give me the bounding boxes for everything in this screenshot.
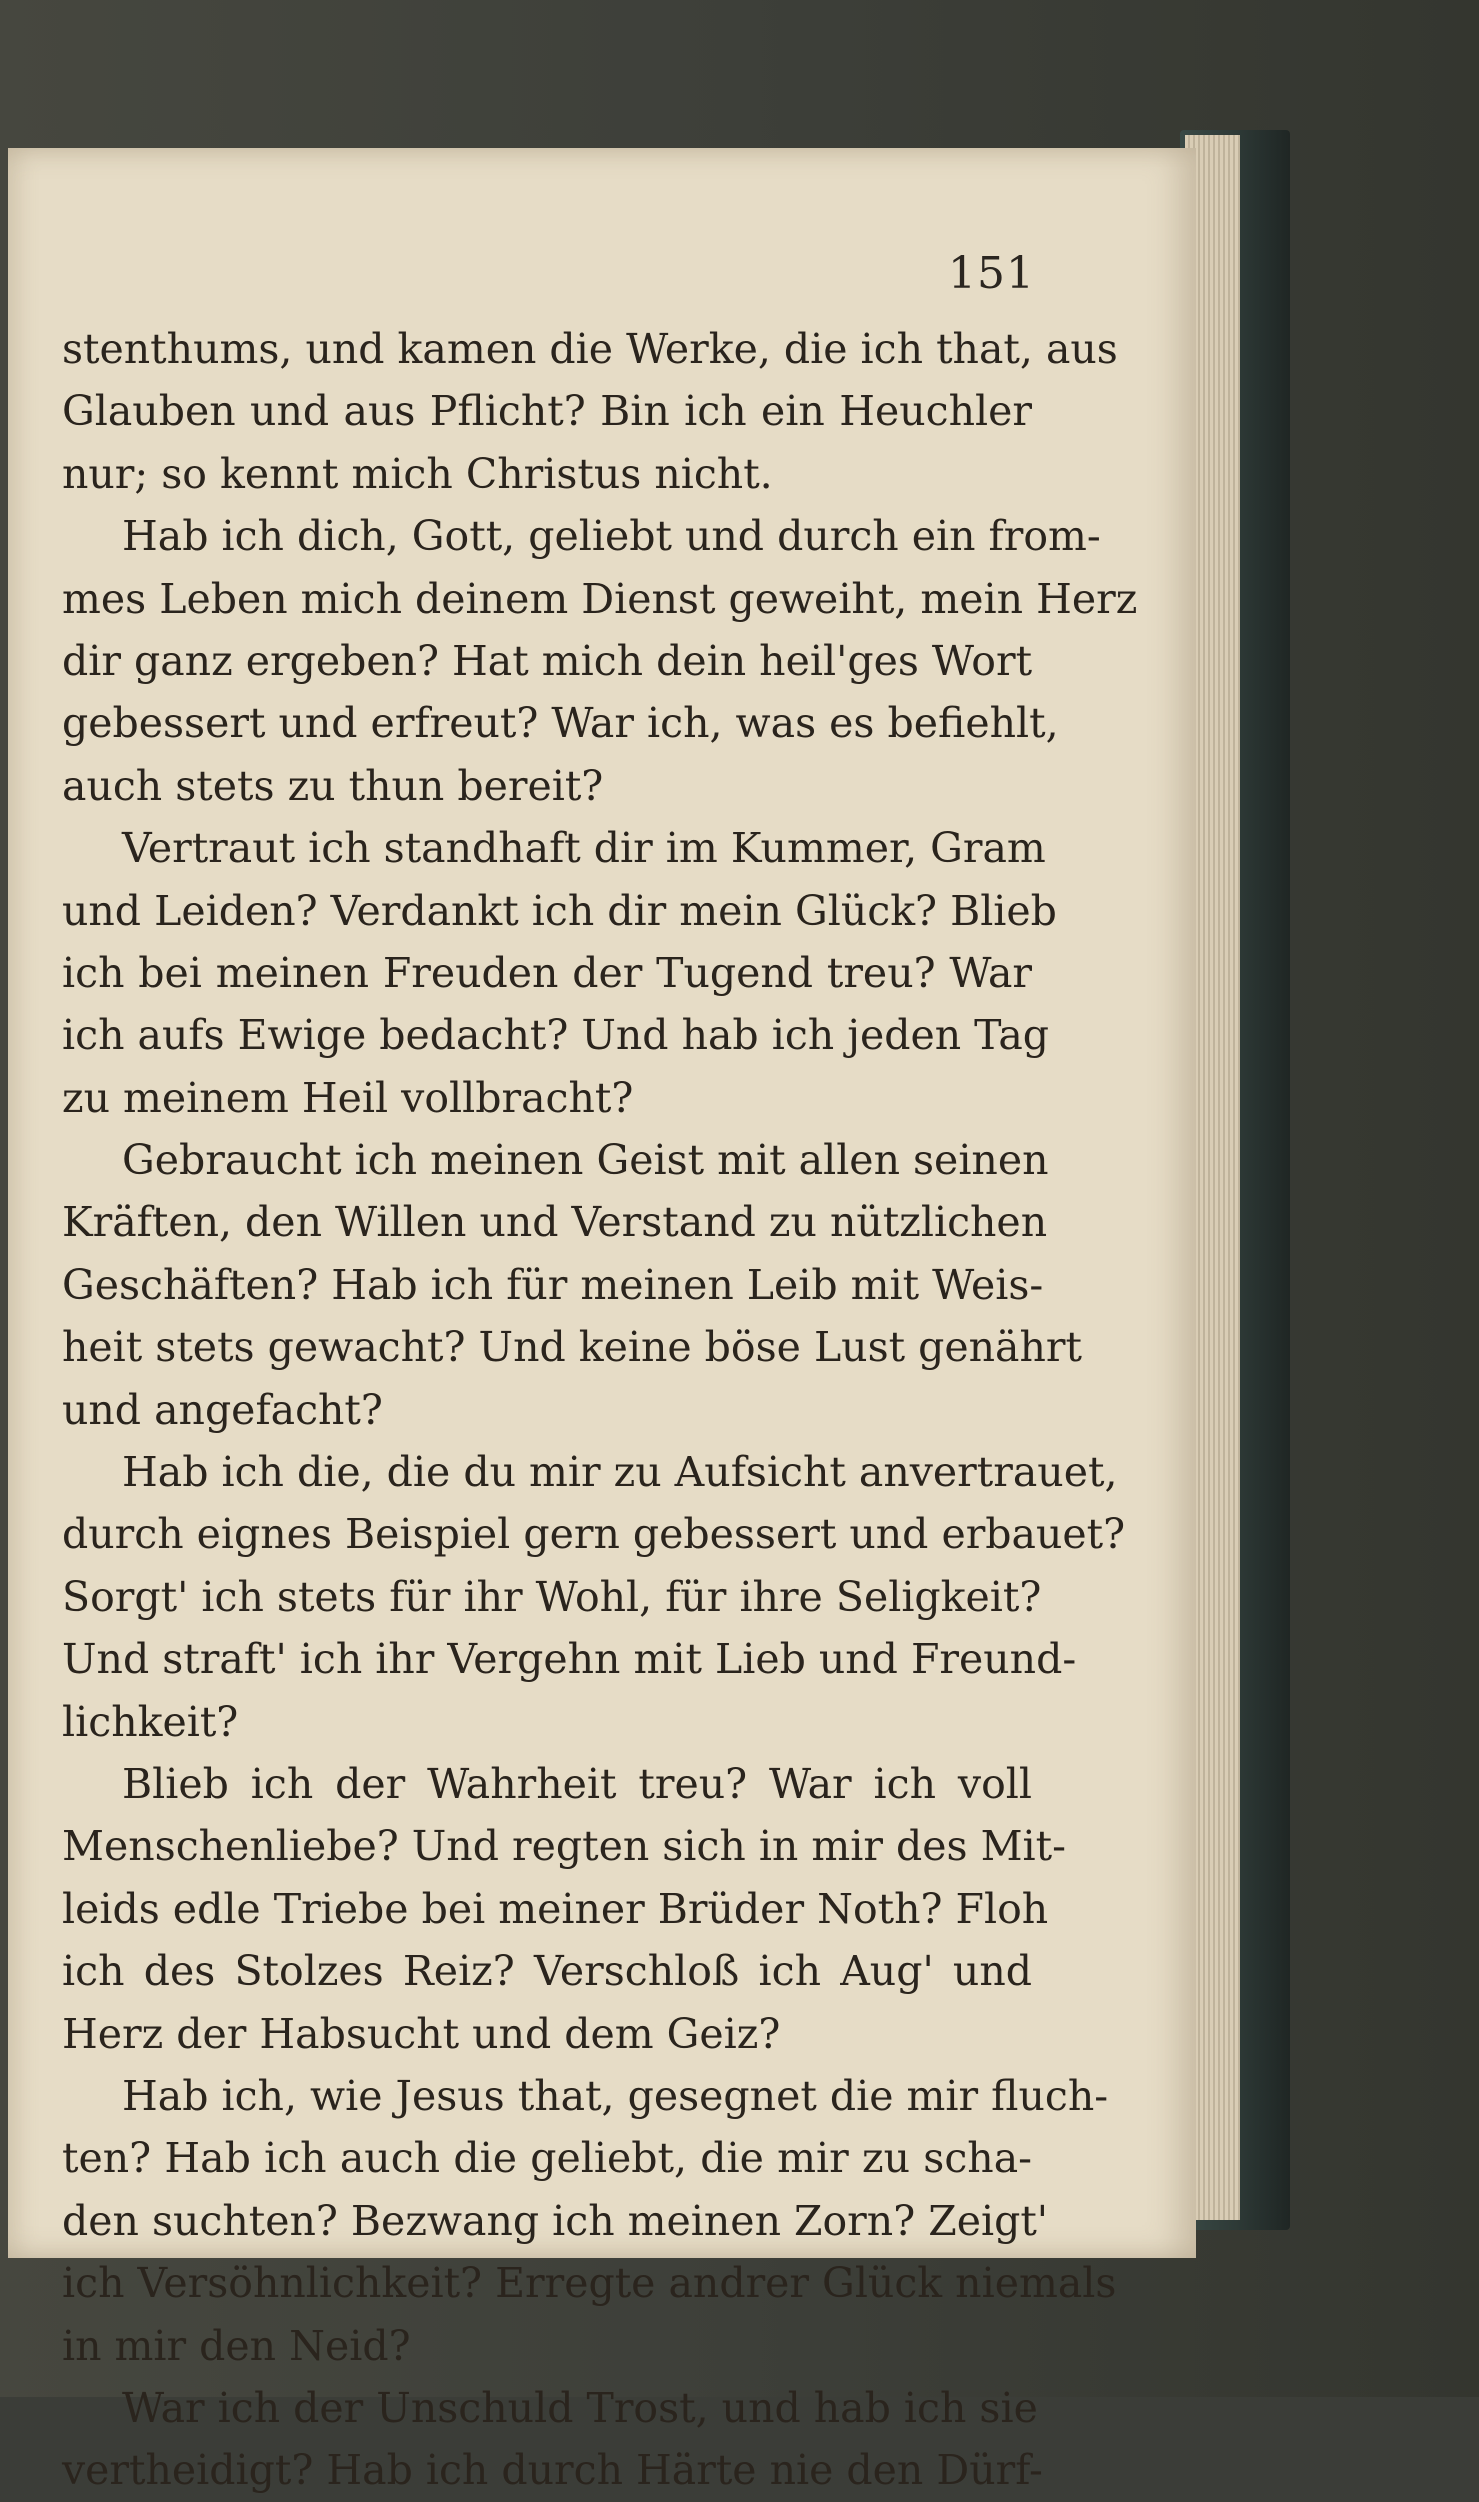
text-line: Glauben und aus Pflicht? Bin ich ein Heuchler (62, 387, 1032, 436)
text-line: ich des Stolzes Reiz? Verschloß ich Aug' und (62, 1947, 1032, 1996)
text-line: auch stets zu thun bereit? (62, 761, 604, 810)
text-line: in mir den Neid? (62, 2321, 411, 2370)
text-line: ich bei meinen Freuden der Tugend treu? War (62, 948, 1032, 997)
page-text (62, 318, 1138, 2502)
page-number: 151 (948, 248, 1035, 299)
text-line: leids edle Triebe bei meiner Brüder Noth? Floh (62, 1884, 1049, 1933)
text-line: Hab ich die, die du mir zu Aufsicht anvertrauet, (122, 1448, 1118, 1497)
text-line: dir ganz ergeben? Hat mich dein heil'ges Wort (62, 636, 1033, 685)
text-line: zu meinem Heil vollbracht? (62, 1073, 634, 1122)
text-line: heit stets gewacht? Und keine böse Lust genährt (62, 1323, 1082, 1372)
text-line: War ich der Unschuld Trost, und hab ich sie (122, 2383, 1038, 2432)
text-line: Geschäften? Hab ich für meinen Leib mit Weis- (62, 1260, 1044, 1309)
text-line: Menschenliebe? Und regten sich in mir des Mit- (62, 1822, 1066, 1871)
text-line: Herz der Habsucht und dem Geiz? (62, 2009, 781, 2058)
text-line: Hab ich dich, Gott, geliebt und durch ein from- (122, 512, 1101, 561)
text-line: ten? Hab ich auch die geliebt, die mir zu scha- (62, 2134, 1032, 2183)
text-line: nur; so kennt mich Christus nicht. (62, 449, 773, 498)
text-line: gebessert und erfreut? War ich, was es befiehlt, (62, 699, 1059, 748)
text-line: Vertraut ich standhaft dir im Kummer, Gram (122, 824, 1046, 873)
text-line: vertheidigt? Hab ich durch Härte nie den Dürf- (62, 2446, 1043, 2495)
text-line: den suchten? Bezwang ich meinen Zorn? Zeigt' (62, 2196, 1049, 2245)
text-line: und angefacht? (62, 1385, 383, 1434)
text-line: lichkeit? (62, 1697, 239, 1746)
text-line: Und straft' ich ihr Vergehn mit Lieb und Freund- (62, 1635, 1077, 1684)
text-line: Blieb ich der Wahrheit treu? War ich voll (122, 1759, 1032, 1808)
text-line: mes Leben mich deinem Dienst geweiht, mein Herz (62, 574, 1138, 623)
text-line: Kräften, den Willen und Verstand zu nützlichen (62, 1198, 1048, 1247)
text-line: durch eignes Beispiel gern gebessert und erbauet? (62, 1510, 1126, 1559)
text-line: Sorgt' ich stets für ihr Wohl, für ihre Seligkeit? (62, 1572, 1042, 1621)
text-line: und Leiden? Verdankt ich dir mein Glück? Blieb (62, 886, 1057, 935)
text-line: ich aufs Ewige bedacht? Und hab ich jeden Tag (62, 1011, 1050, 1060)
text-line: stenthums, und kamen die Werke, die ich that, aus (62, 325, 1118, 373)
text-line: ich Versöhnlichkeit? Erregte andrer Glück niemals (62, 2259, 1117, 2308)
text-line: Gebraucht ich meinen Geist mit allen seinen (122, 1136, 1049, 1185)
text-line: Hab ich, wie Jesus that, gesegnet die mir fluch- (122, 2071, 1109, 2120)
